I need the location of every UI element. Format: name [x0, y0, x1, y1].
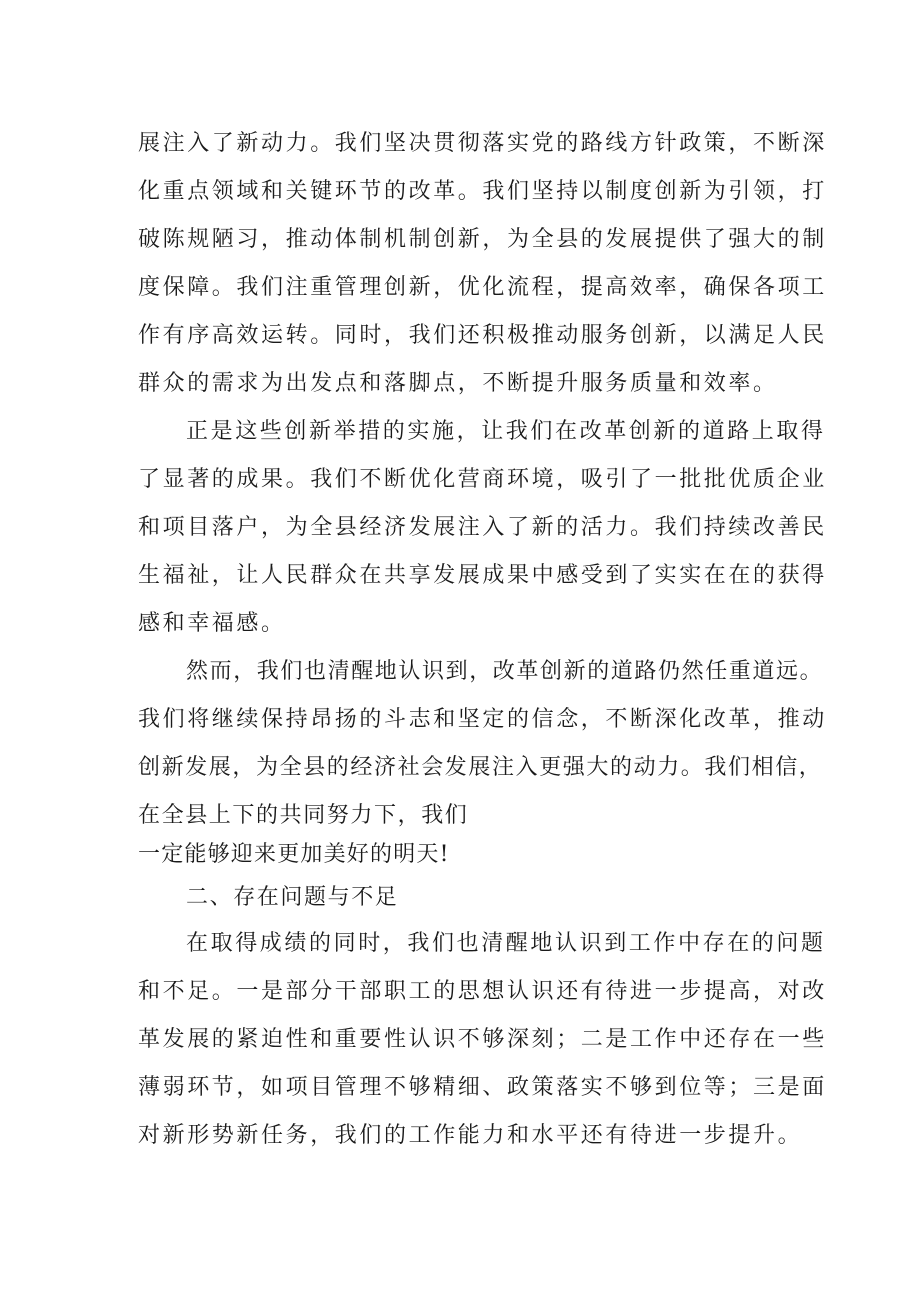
- paragraph-line: 化重点领域和关键环节的改革。我们坚持以制度创新为引领，打: [138, 179, 827, 204]
- paragraph-line: 我们将继续保持昂扬的斗志和坚定的信念，不断深化改革，推动: [138, 707, 827, 732]
- paragraph-line: 革发展的紧迫性和重要性认识不够深刻；二是工作中还存在一些: [138, 1027, 827, 1052]
- paragraph-line: 作有序高效运转。同时，我们还积极推动服务创新，以满足人民: [138, 323, 827, 348]
- paragraph-line: 创新发展，为全县的经济社会发展注入更强大的动力。我们相信，: [138, 755, 823, 780]
- paragraph-line: 感和幸福感。: [138, 611, 286, 636]
- paragraph-line: 和项目落户，为全县经济发展注入了新的活力。我们持续改善民: [138, 515, 827, 540]
- paragraph-line: 度保障。我们注重管理创新，优化流程，提高效率，确保各项工: [138, 275, 827, 300]
- paragraph-line: 展注入了新动力。我们坚决贯彻落实党的路线方针政策，不断深: [138, 131, 827, 156]
- section-heading: 二、存在问题与不足: [186, 885, 399, 910]
- paragraph-line: 然而，我们也清醒地认识到，改革创新的道路仍然任重道远。: [186, 659, 824, 684]
- paragraph-line: 破陈规陋习，推动体制机制创新，为全县的发展提供了强大的制: [138, 227, 827, 252]
- paragraph-line: 一定能够迎来更加美好的明天!: [138, 842, 450, 867]
- paragraph-line: 在全县上下的共同努力下，我们: [138, 803, 469, 828]
- paragraph-line: 和不足。一是部分干部职工的思想认识还有待进一步提高，对改: [138, 979, 827, 1004]
- paragraph-line: 群众的需求为出发点和落脚点，不断提升服务质量和效率。: [138, 371, 778, 396]
- paragraph-line: 生福祉，让人民群众在共享发展成果中感受到了实实在在的获得: [138, 563, 827, 588]
- paragraph-line: 了显著的成果。我们不断优化营商环境，吸引了一批批优质企业: [138, 467, 827, 492]
- paragraph-line: 正是这些创新举措的实施，让我们在改革创新的道路上取得: [186, 419, 826, 444]
- paragraph-line: 对新形势新任务，我们的工作能力和水平还有待进一步提升。: [138, 1123, 803, 1148]
- paragraph-line: 在取得成绩的同时，我们也清醒地认识到工作中存在的问题: [186, 931, 826, 956]
- paragraph-line: 薄弱环节，如项目管理不够精细、政策落实不够到位等；三是面: [138, 1075, 827, 1100]
